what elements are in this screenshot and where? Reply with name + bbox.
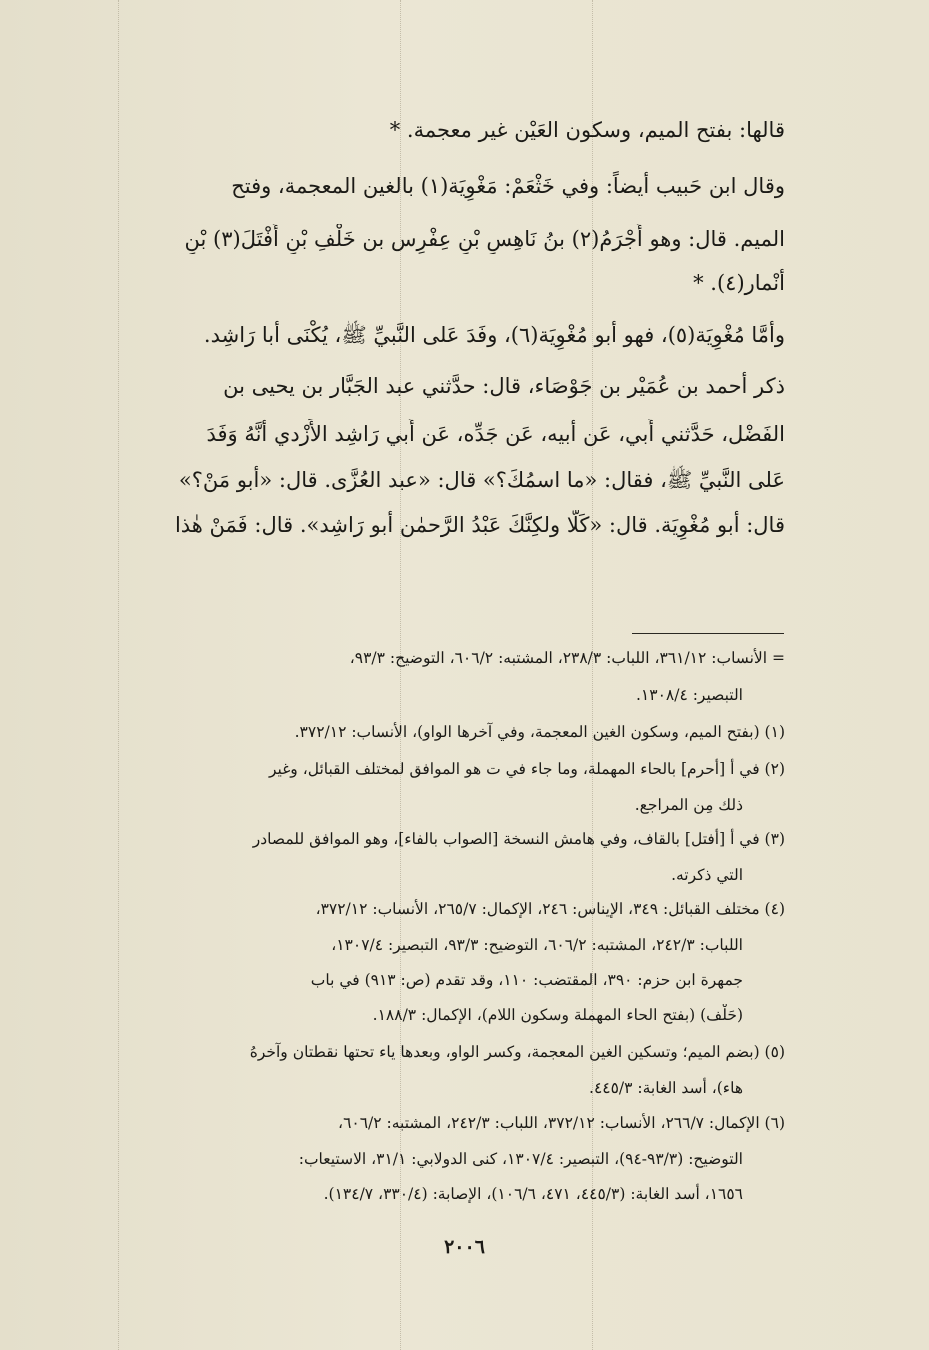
footnote-line: (١) (بفتح الميم، وسكون الغين المعجمة، وفي آخرها الواو)، الأنساب: ٣٧٢/١٢. bbox=[294, 723, 785, 741]
footnote-line: (حَلْف) (بفتح الحاء المهملة وسكون اللام)، الإكمال: ١٨٨/٣. bbox=[372, 1006, 743, 1024]
body-line: وأمَّا مُغْوِيَة(٥)، فهو أبو مُغْوِيَة(٦)، وفَدَ عَلى النَّبيِّ ﷺ، يُكْنَى أبا رَاشِد. bbox=[203, 323, 785, 347]
footnote-line: اللباب: ٢٤٢/٣، المشتبه: ٦٠٦/٢، التوضيح: ٩٣/٣، التبصير: ١٣٠٧/٤، bbox=[331, 936, 743, 954]
footnote-line: التي ذكرته. bbox=[671, 866, 743, 884]
footnote-separator bbox=[632, 633, 784, 634]
footnote-line: (٣) في أ [أفتل] بالقاف، وفي هامش النسخة [الصواب بالفاء]، وهو الموافق للمصادر bbox=[252, 830, 785, 848]
body-line: الفَضْل، حَدَّثني أَبي، عَن أبيه، عَن جَدِّه، عَن أَبي رَاشِد الأَزْدي أنَّهُ وَفَدَ bbox=[206, 422, 785, 446]
footnote-line: ذلك مِن المراجع. bbox=[634, 796, 743, 814]
body-line: الميم. قال: وهو أَجْرَمُ(٢) بنُ نَاهِسِ بْنِ عِفْرِس بن خَلْفِ بْنِ أَفْتَلَ(٣) بْنِ bbox=[184, 227, 785, 251]
body-line: قالها: بفتح الميم، وسكون العَيْن غير معجمة. * bbox=[389, 118, 785, 142]
footnote-line: التوضيح: (٩٣/٣-٩٤)، التبصير: ١٣٠٧/٤، كنى الدولابي: ٣١/١، الاستيعاب: bbox=[298, 1150, 743, 1168]
footnote-line: ١٦٥٦، أسد الغابة: (٤٤٥/٣، ٤٧١، ١٠٦/٦)، الإصابة: (٣٣٠/٤، ١٣٤/٧). bbox=[323, 1185, 743, 1203]
footnote-line: هاء)، أسد الغابة: ٤٤٥/٣. bbox=[589, 1079, 743, 1097]
body-line: عَلى النَّبيِّ ﷺ، فقال: «ما اسمُكَ؟» قال: «عبد العُزَّى. قال: «أبو مَنْ؟» bbox=[178, 468, 785, 492]
footnote-line: (٥) (بضم الميم؛ وتسكين الغين المعجمة، وكسر الواو، وبعدها ياء تحتها نقطتان وآخرهُ bbox=[249, 1043, 785, 1061]
page-number: ٢٠٠٦ bbox=[444, 1236, 485, 1258]
body-line: قال: أبو مُغْوِيَة. قال: «كَلَّا ولكِنَّكَ عَبْدُ الرَّحمٰن أبو رَاشِد». قال: فَمَنْ هٰذا bbox=[174, 513, 785, 537]
footnote-line: (٦) الإكمال: ٢٦٦/٧، الأنساب: ٣٧٢/١٢، اللباب: ٢٤٢/٣، المشتبه: ٦٠٦/٢، bbox=[338, 1114, 785, 1132]
body-line: وقال ابن حَبيب أيضاً: وفي خَثْعَمْ: مَغْوِيَة(١) بالغين المعجمة، وفتح bbox=[231, 174, 785, 198]
footnote-line: (٤) مختلف القبائل: ٣٤٩، الإيناس: ٢٤٦، الإكمال: ٢٦٥/٧، الأنساب: ٣٧٢/١٢، bbox=[315, 900, 785, 918]
footnote-line: التبصير: ١٣٠٨/٤. bbox=[635, 686, 743, 704]
footnote-line: = الأنساب: ٣٦١/١٢، اللباب: ٢٣٨/٣، المشتبه: ٦٠٦/٢، التوضيح: ٩٣/٣، bbox=[349, 649, 785, 667]
footnote-line: (٢) في أ [أحرم] بالحاء المهملة، وما جاء في ت هو الموافق لمختلف القبائل، وغير bbox=[268, 760, 785, 778]
body-line: ذكر أحمد بن عُمَيْر بن جَوْصَاء، قال: حدَّثني عبد الجَبَّار بن يحيى بن bbox=[223, 374, 785, 398]
footnote-line: جمهرة ابن حزم: ٣٩٠، المقتضب: ١١٠، وقد تقدم (ص: ٩١٣) في باب bbox=[310, 971, 743, 989]
body-line: أنْمار(٤). * bbox=[693, 271, 785, 295]
